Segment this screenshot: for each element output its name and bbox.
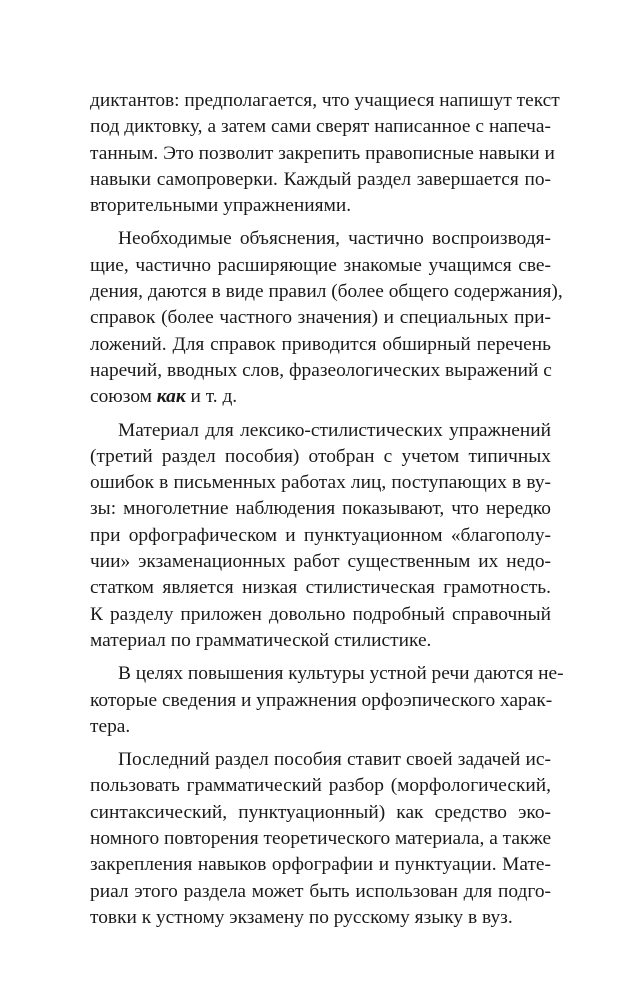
text-line: Последний раздел пособия ставит своей задачей ис-	[118, 749, 551, 771]
text-line: справок (более частного значения) и специальных при-	[90, 307, 551, 329]
text-line: тера.	[90, 715, 131, 737]
text-line: риал этого раздела может быть использован для подго-	[90, 880, 551, 902]
text-line: В целях повышения культуры устной речи даются не-	[118, 663, 564, 685]
text-line: закрепления навыков орфографии и пунктуации. Мате-	[90, 854, 551, 876]
text-line: под диктовку, а затем сами сверят написанное с напеча-	[90, 116, 551, 138]
text-line: номного повторения теоретического материала, а также	[90, 828, 552, 850]
text-line: которые сведения и упражнения орфоэпического харак-	[90, 689, 553, 711]
text-line: синтаксический, пунктуационный) как средство эко-	[90, 801, 551, 823]
text-line: Материал для лексико-стилистических упражнений	[118, 419, 551, 441]
text-fragment: и т. д.	[185, 386, 238, 408]
text-line: щие, частично расширяющие знакомые учащимся све-	[90, 254, 551, 276]
paragraph-4	[90, 661, 564, 740]
text-fragment: союзом	[90, 386, 157, 408]
paragraph-3	[90, 418, 551, 655]
text-line: Необходимые объяснения, частично воспроизводя-	[118, 228, 551, 250]
text-line: материал по грамматической стилистике.	[90, 629, 432, 651]
text-line: танным. Это позволит закрепить правописные навыки и	[90, 142, 555, 164]
text-line: диктантов: предполагается, что учащиеся напишут текст	[90, 90, 560, 111]
emphasized-word: как	[156, 386, 186, 408]
text-line: ложений. Для справок приводится обширный перечень	[90, 333, 551, 355]
paragraph-2	[90, 226, 563, 410]
paragraph-1	[90, 88, 560, 219]
text-line	[90, 384, 551, 410]
text-line: дения, даются в виде правил (более общего содержания),	[90, 281, 563, 303]
body-text	[90, 88, 564, 931]
text-line: пользовать грамматический разбор (морфологический,	[90, 775, 551, 797]
text-line: статком является низкая стилистическая грамотность.	[90, 577, 551, 599]
paragraph-5	[90, 747, 551, 931]
text-line: зы: многолетние наблюдения показывают, что нередко	[90, 498, 551, 520]
text-line: наречий, вводных слов, фразеологических выражений с	[90, 359, 552, 381]
text-line: при орфографическом и пунктуационном «благополу-	[90, 524, 551, 546]
text-line: (третий раздел пособия) отобран с учетом типичных	[90, 445, 551, 467]
text-line: чии» экзаменационных работ существенным их недо-	[90, 551, 551, 573]
text-line: вторительными упражнениями.	[90, 195, 352, 217]
text-line: товки к устному экзамену по русскому языку в вуз.	[90, 906, 513, 928]
text-line: навыки самопроверки. Каждый раздел завершается по-	[90, 168, 551, 190]
text-line: ошибок в письменных работах лиц, поступающих в ву-	[90, 472, 551, 494]
text-line: К разделу приложен довольно подробный справочный	[90, 603, 551, 625]
